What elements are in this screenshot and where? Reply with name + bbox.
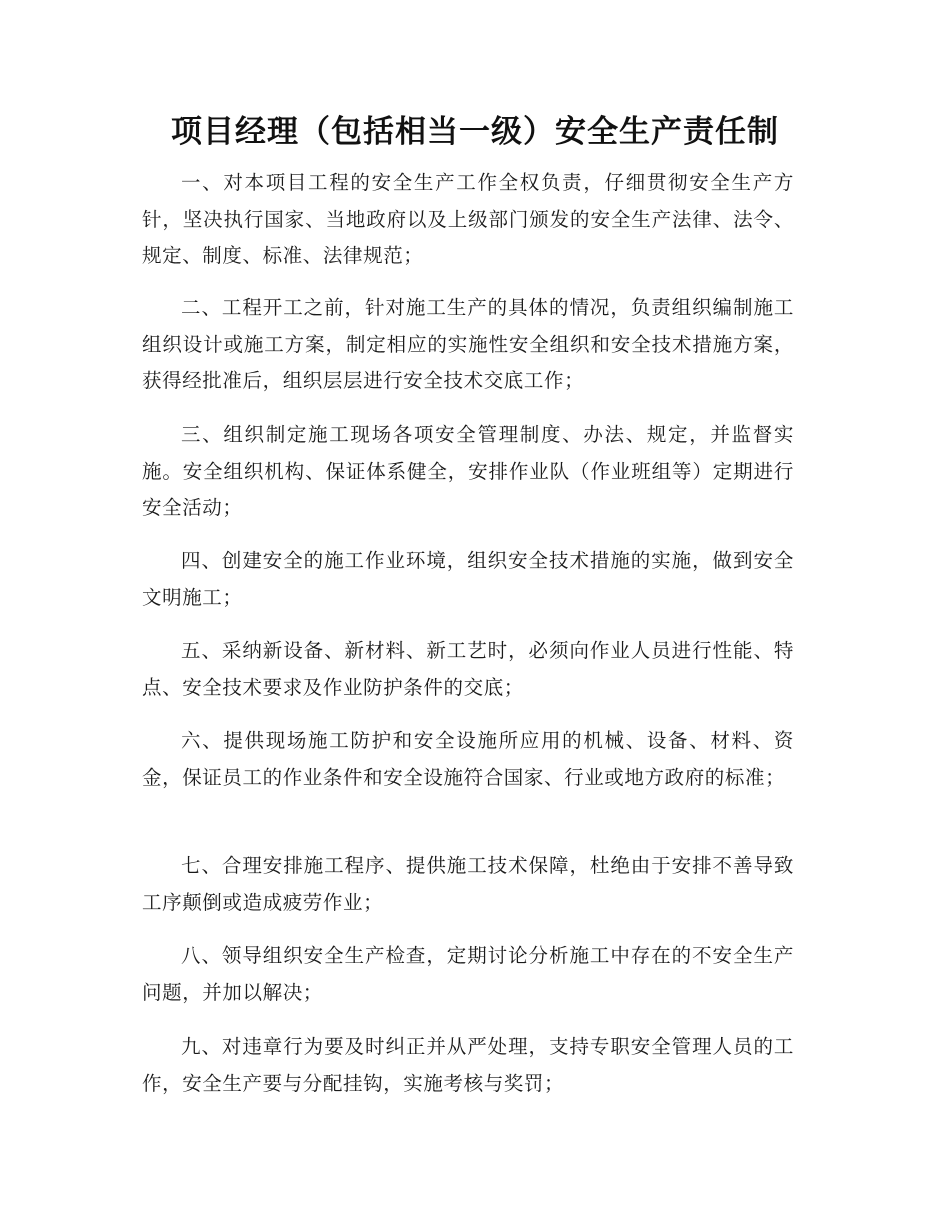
clause-8: 八、领导组织安全生产检查，定期讨论分析施工中存在的不安全生产问题，并加以解决； xyxy=(142,944,794,1004)
clause-9: 九、对违章行为要及时纠正并从严处理，支持专职安全管理人员的工作，安全生产要与分配挂钩，实施考核与奖罚； xyxy=(142,1035,794,1095)
document-title: 项目经理（包括相当一级）安全生产责任制 xyxy=(171,114,779,150)
clause-7: 七、合理安排施工程序、提供施工技术保障，杜绝由于安排不善导致工序颠倒或造成疲劳作业； xyxy=(142,854,794,914)
clause-5: 五、采纳新设备、新材料、新工艺时，必须向作业人员进行性能、特点、安全技术要求及作业防护条件的交底； xyxy=(142,639,794,699)
clause-2: 二、工程开工之前，针对施工生产的具体的情况，负责组织编制施工组织设计或施工方案，制定相应的实施性安全组织和安全技术措施方案，获得经批准后，组织层层进行安全技术交底工作； xyxy=(142,296,794,392)
clause-3: 三、组织制定施工现场各项安全管理制度、办法、规定，并监督实施。安全组织机构、保证体系健全，安排作业队（作业班组等）定期进行安全活动； xyxy=(142,423,794,519)
clause-6: 六、提供现场施工防护和安全设施所应用的机械、设备、材料、资金，保证员工的作业条件和安全设施符合国家、行业或地方政府的标准； xyxy=(142,729,794,789)
clause-4: 四、创建安全的施工作业环境，组织安全技术措施的实施，做到安全文明施工； xyxy=(142,549,794,609)
clause-1: 一、对本项目工程的安全生产工作全权负责，仔细贯彻安全生产方针，坚决执行国家、当地政府以及上级部门颁发的安全生产法律、法令、规定、制度、标准、法律规范； xyxy=(142,171,794,267)
